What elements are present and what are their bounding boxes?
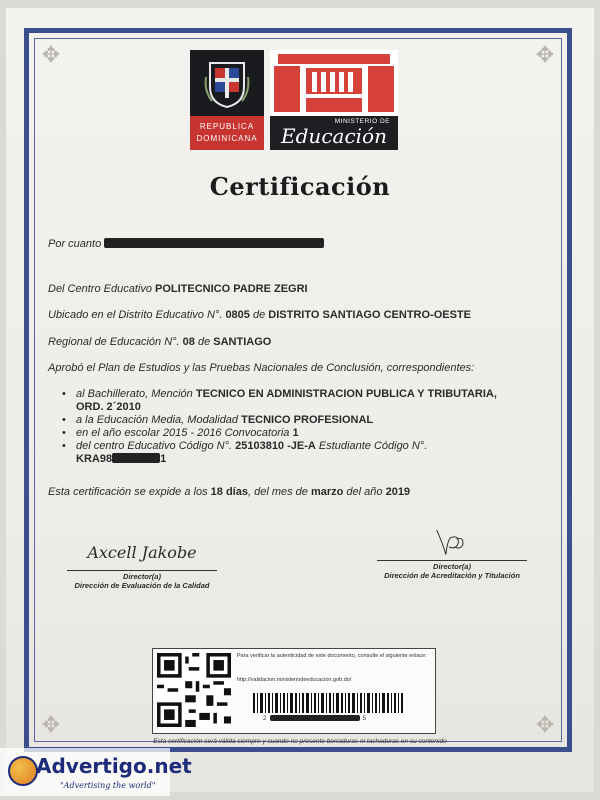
signature-right	[372, 540, 532, 580]
signature-left-script: Axcell Jakobe	[87, 543, 197, 562]
expide-days: 18 días	[210, 486, 248, 498]
globe-icon	[8, 756, 38, 786]
estudiante-codigo-start: KRA98	[76, 453, 113, 465]
list-item: • al Bachillerato, Mención TECNICO EN ADMINISTRACION PUBLICA Y TRIBUTARIA, ORD. 2´2010	[62, 388, 497, 413]
distrito-de: de	[252, 309, 266, 321]
estudiante-codigo-label: Estudiante Código N°.	[318, 440, 428, 452]
expide-month: marzo	[310, 486, 344, 498]
advertigo-watermark	[0, 748, 192, 796]
verification-box	[152, 648, 436, 734]
certificate-title: Certificación	[209, 172, 391, 201]
estudiante-codigo-end: 1	[160, 453, 167, 465]
regional-de: de	[197, 336, 211, 348]
coat-of-arms-icon	[204, 57, 250, 109]
signature-right-role: Director(a)	[433, 562, 471, 571]
modalidad-value: TECNICO PROFESIONAL	[241, 414, 374, 426]
expide-text-3: del año	[346, 486, 383, 498]
regional-line	[48, 336, 271, 348]
logo-right-big-text: Educación	[281, 124, 387, 148]
validity-note: Esta certificación será válida siempre y cuando no presente borraduras ni tachaduras en su contenido	[153, 738, 447, 745]
list-item: • en el año escolar 2015 - 2016 Convocatoria 1	[62, 427, 299, 439]
expide-text-1: Esta certificación se expide a los	[48, 486, 208, 498]
centro-value: POLITECNICO PADRE ZEGRI	[155, 283, 308, 295]
corner-ornament-icon: ✥	[41, 712, 61, 737]
ministerio-educacion-logo	[270, 50, 398, 150]
list-item: • del centro Educativo Código N°. 25103810 -JE-A Estudiante Código N°. KRA98 1	[62, 440, 428, 465]
redacted-code	[112, 453, 160, 463]
expide-line	[48, 486, 410, 498]
logo-right-small-text: MINISTERIO DE	[334, 118, 390, 125]
signature-right-mark-icon	[422, 530, 482, 556]
distrito-name: DISTRITO SANTIAGO CENTRO-OESTE	[268, 309, 471, 321]
expide-text-2: , del mes de	[247, 486, 308, 498]
por-cuanto-line	[48, 238, 324, 250]
distrito-number: 0805	[225, 309, 250, 321]
aprobo-line	[48, 362, 474, 374]
por-cuanto-label: Por cuanto	[48, 238, 102, 250]
corner-ornament-icon: ✥	[41, 42, 61, 67]
distrito-label: Ubicado en el Distrito Educativo N°.	[48, 309, 223, 321]
bachillerato-label: al Bachillerato, Mención	[76, 388, 193, 400]
barcode-start: 2	[263, 716, 268, 722]
watermark-brand: Advertigo.net	[36, 754, 192, 778]
modalidad-label: a la Educación Media, Modalidad	[76, 414, 239, 426]
building-icon	[270, 50, 398, 116]
aprobo-text: Aprobó el Plan de Estudios y las Pruebas Nacionales de Conclusión, correspondientes:	[48, 362, 475, 374]
barcode-icon	[253, 693, 403, 713]
signature-right-dept: Dirección de Acreditación y Titulación	[384, 571, 520, 580]
barcode-end: 5	[362, 716, 368, 722]
list-item: • a la Educación Media, Modalidad TECNICO PROFESIONAL	[62, 414, 374, 426]
centro-line	[48, 283, 308, 295]
signature-left	[62, 540, 222, 590]
distrito-line	[48, 309, 471, 321]
bachillerato-ord: ORD. 2´2010	[76, 401, 141, 413]
signature-left-dept: Dirección de Evaluación de la Calidad	[74, 581, 210, 590]
bachillerato-value: TECNICO EN ADMINISTRACION PUBLICA Y TRIBUTARIA,	[195, 388, 497, 400]
bullet-list	[60, 388, 560, 466]
corner-ornament-icon: ✥	[535, 712, 555, 737]
expide-year: 2019	[385, 486, 411, 498]
signature-left-role: Director(a)	[123, 572, 161, 581]
convocatoria-value: 1	[292, 427, 299, 439]
verification-text: Para verificar la autenticidad de este documento, consulte el siguiente enlace:	[237, 653, 427, 659]
barcode-number	[263, 715, 367, 722]
codigo-centro-value: 25103810 -JE-A	[235, 440, 316, 452]
regional-number: 08	[182, 336, 195, 348]
verification-url[interactable]: http://validacion.ministeriodeeducacion.gob.do/	[237, 677, 352, 683]
republica-dominicana-logo	[190, 50, 264, 150]
regional-label: Regional de Educación N°.	[48, 336, 180, 348]
qr-code-icon[interactable]	[157, 653, 231, 727]
redacted-barcode	[270, 715, 360, 721]
watermark-tagline: "Advertising the world"	[60, 781, 156, 790]
regional-name: SANTIAGO	[213, 336, 272, 348]
corner-ornament-icon: ✥	[535, 42, 555, 67]
redacted-name	[104, 238, 324, 248]
convocatoria-label: en el año escolar 2015 - 2016 Convocatoria	[76, 427, 290, 439]
logo-left-text: REPUBLICA DOMINICANA	[190, 116, 264, 150]
centro-label: Del Centro Educativo	[48, 283, 152, 295]
codigo-centro-label: del centro Educativo Código N°.	[76, 440, 233, 452]
